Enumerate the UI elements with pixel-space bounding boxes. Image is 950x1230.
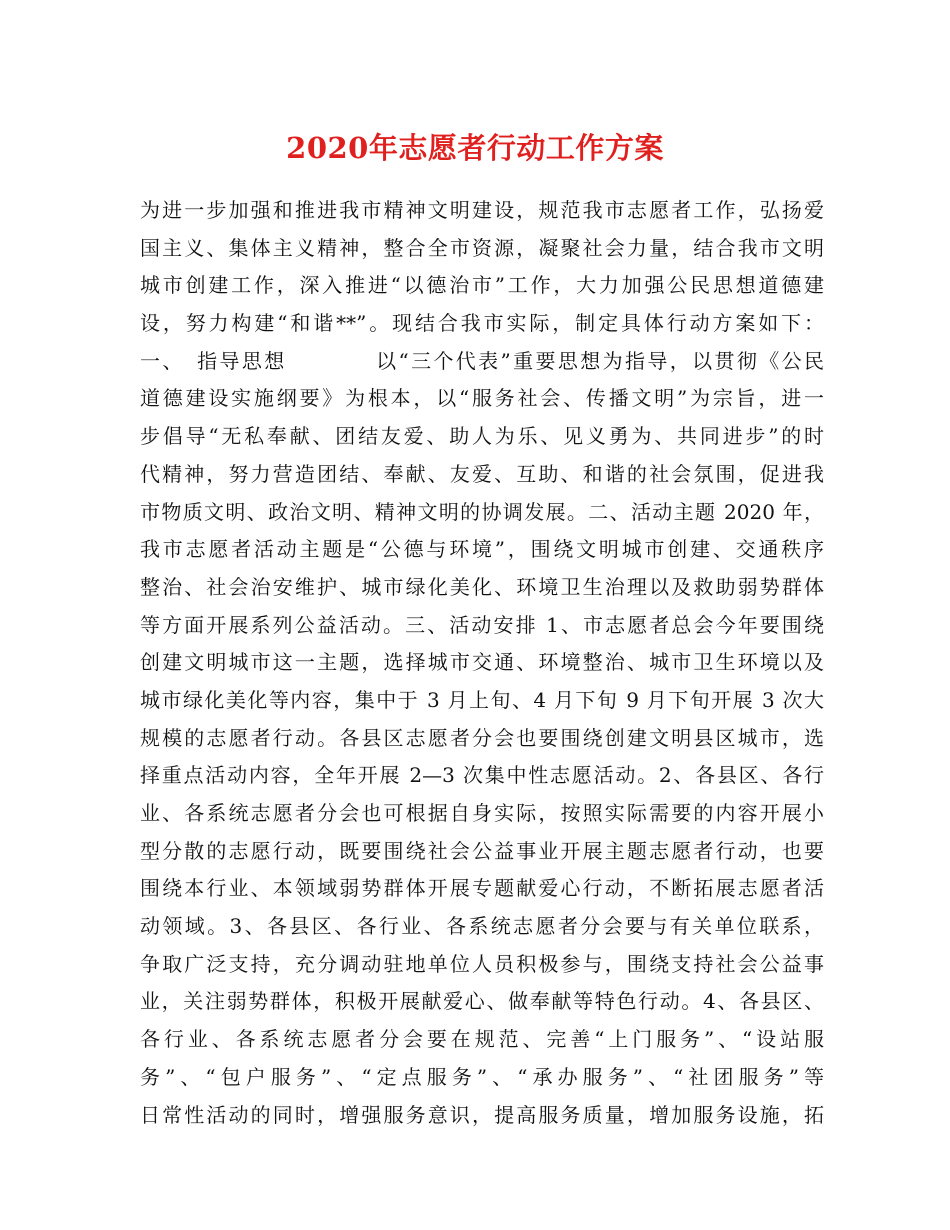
body-line: 务”、“包户服务”、“定点服务”、“承办服务”、“社团服务”等 (140, 1064, 824, 1089)
body-line: 市物质文明、政治文明、精神文明的协调发展。二、活动主题 2020 年， (140, 499, 824, 524)
body-line: 国主义、集体主义精神，整合全市资源，凝聚社会力量，结合我市文明 (140, 235, 824, 260)
body-line: 整治、社会治安维护、城市绿化美化、环境卫生治理以及救助弱势群体 (140, 574, 824, 599)
document-body (140, 192, 824, 1134)
body-line: 步倡导“无私奉献、团结友爱、助人为乐、见义勇为、共同进步”的时 (140, 424, 824, 449)
body-line: 日常性活动的同时，增强服务意识，提高服务质量，增加服务设施，拓 (140, 1102, 824, 1127)
body-line: 代精神，努力营造团结、奉献、友爱、互助、和谐的社会氛围，促进我 (140, 461, 824, 486)
body-line: 动领域。3、各县区、各行业、各系统志愿者分会要与有关单位联系， (140, 914, 824, 939)
body-line: 我市志愿者活动主题是“公德与环境”，围绕文明城市创建、交通秩序 (140, 537, 824, 562)
body-line: 城市绿化美化等内容，集中于 3 月上旬、4 月下旬 9 月下旬开展 3 次大 (140, 687, 824, 712)
body-line: 业、各系统志愿者分会也可根据自身实际，按照实际需要的内容开展小 (140, 801, 824, 825)
body-line: 型分散的志愿行动，既要围绕社会公益事业开展主题志愿者行动，也要 (140, 838, 824, 863)
body-line: 道德建设实施纲要》为根本，以“服务社会、传播文明”为宗旨，进一 (140, 386, 824, 411)
body-line: 择重点活动内容，全年开展 2—3 次集中性志愿活动。2、各县区、各行 (140, 763, 824, 788)
body-line: 为进一步加强和推进我市精神文明建设，规范我市志愿者工作，弘扬爱 (140, 198, 824, 222)
body-line: 各行业、各系统志愿者分会要在规范、完善“上门服务”、“设站服 (140, 1027, 824, 1052)
body-line: 争取广泛支持，充分调动驻地单位人员积极参与，围绕支持社会公益事 (140, 951, 824, 976)
body-line: 设，努力构建“和谐**”。现结合我市实际，制定具体行动方案如下： (140, 311, 824, 336)
body-line: 围绕本行业、本领域弱势群体开展专题献爱心行动，不断拓展志愿者活 (140, 876, 824, 901)
body-line: 等方面开展系列公益活动。三、活动安排 1、市志愿者总会今年要围绕 (140, 612, 824, 637)
body-line: 城市创建工作，深入推进“以德治市”工作，大力加强公民思想道德建 (140, 273, 824, 298)
body-line: 创建文明城市这一主题，选择城市交通、环境整治、城市卫生环境以及 (140, 650, 824, 675)
document-title: 2020年志愿者行动工作方案 (286, 131, 664, 165)
body-line: 一、 指导思想 以“三个代表”重要思想为指导，以贯彻《公民 (140, 348, 824, 373)
body-line: 业，关注弱势群体，积极开展献爱心、做奉献等特色行动。4、各县区、 (140, 989, 824, 1014)
body-line: 规模的志愿者行动。各县区志愿者分会也要围绕创建文明县区城市，选 (140, 725, 824, 750)
